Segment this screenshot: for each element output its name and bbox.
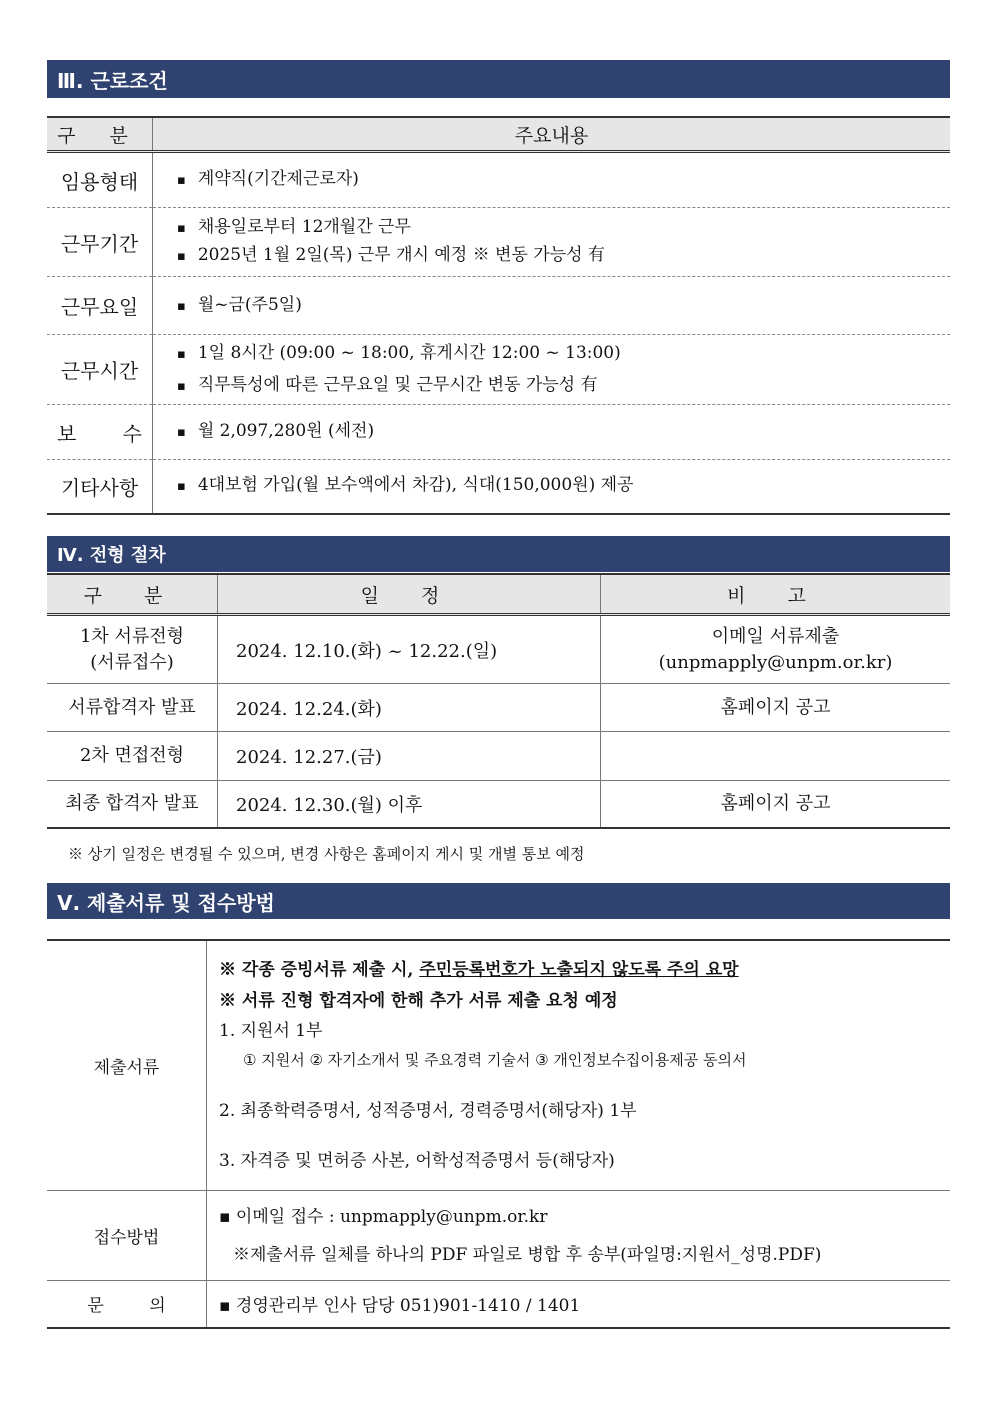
table-row	[47, 615, 950, 684]
row-label: 근무요일	[47, 277, 153, 335]
schedule-cell: 2024. 12.30.(월) 이후	[218, 781, 601, 828]
row-label: 기타사항	[47, 460, 153, 514]
doc-item: 2. 최종학력증명서, 성적증명서, 경력증명서(해당자) 1부	[219, 1101, 637, 1122]
row-label: 보 수	[47, 405, 153, 460]
schedule-cell: 2024. 12.27.(금)	[218, 732, 601, 781]
header-schedule: 일 정	[218, 574, 601, 615]
note-cell: 홈페이지 공고	[601, 684, 951, 732]
bullet-item: ▪ 직무특성에 따른 근무요일 및 근무시간 변동 가능성 有	[177, 370, 950, 402]
bullet-item: ▪ 2025년 1월 2일(목) 근무 개시 예정 ※ 변동 가능성 有	[177, 242, 950, 270]
section5-title: Ⅴ. 제출서류 및 접수방법	[47, 883, 950, 919]
row-label: 근무시간	[47, 335, 153, 405]
method-line: ▪ 이메일 접수 : unpmapply@unpm.or.kr	[219, 1207, 548, 1227]
documents-table	[47, 939, 950, 1329]
stage-name: 1차 서류전형	[79, 625, 185, 647]
row-label: 문 의	[47, 1280, 207, 1328]
row-content	[153, 208, 951, 277]
doc-item: 3. 자격증 및 면허증 사본, 어학성적증명서 등(해당자)	[219, 1151, 615, 1172]
stage-cell: 최종 합격자 발표	[65, 792, 199, 814]
row-content	[207, 940, 951, 1190]
table-row	[47, 781, 950, 828]
bullet-item: ▪ 월 2,097,280원 (세전)	[177, 416, 950, 448]
note-cell	[601, 615, 951, 684]
row-content	[207, 1190, 951, 1280]
table-row	[47, 277, 950, 335]
header-category: 구 분	[47, 117, 153, 152]
bullet-item: ▪ 4대보험 가입(월 보수액에서 차감), 식대(150,000원) 제공	[177, 470, 950, 502]
warning-line: ※ 서류 진형 합격자에 한해 추가 서류 제출 요청 예정	[219, 991, 618, 1012]
stage-cell: 서류합격자 발표	[47, 684, 218, 732]
contact-line: ▪ 경영관리부 인사 담당 051)901-1410 / 1401	[219, 1296, 581, 1317]
bullet-item: ▪ 월~금(주5일)	[177, 290, 950, 322]
table-row	[47, 1280, 950, 1328]
row-content	[153, 152, 951, 208]
method-note: ※제출서류 일체를 하나의 PDF 파일로 병합 후 송부(파일명:지원서_성명.PDF)	[233, 1245, 822, 1265]
table-row	[47, 684, 950, 732]
doc-subitem: ① 지원서 ② 자기소개서 및 주요경력 기술서 ③ 개인정보수집이용제공 동의서	[243, 1051, 747, 1070]
table-row	[47, 940, 950, 1190]
doc-item: 1. 지원서 1부	[219, 1021, 323, 1042]
table-row	[47, 460, 950, 514]
selection-process-table	[47, 573, 950, 829]
header-note: 비 고	[601, 574, 951, 615]
row-label: 근무기간	[47, 208, 153, 277]
table-header	[47, 117, 950, 152]
bullet-item: ▪ 1일 8시간 (09:00 ~ 18:00, 휴게시간 12:00 ~ 13:00)	[177, 338, 950, 370]
table-header	[47, 574, 950, 615]
table-row	[47, 405, 950, 460]
section4-title: Ⅳ. 전형 절차	[47, 536, 950, 572]
row-content	[153, 277, 951, 335]
row-label: 임용형태	[47, 152, 153, 208]
section3-title: Ⅲ. 근로조건	[47, 60, 950, 98]
row-label: 접수방법	[47, 1190, 207, 1280]
table-row	[47, 208, 950, 277]
work-conditions-table	[47, 116, 950, 515]
table-row	[47, 152, 950, 208]
row-content	[153, 460, 951, 514]
table-row	[47, 1190, 950, 1280]
bullet-item: ▪ 채용일로부터 12개월간 근무	[177, 214, 950, 242]
note-email: (unpmapply@unpm.or.kr)	[658, 651, 893, 673]
schedule-cell: 2024. 12.10.(화) ~ 12.22.(일)	[218, 615, 601, 684]
bullet-item: ▪ 계약직(기간제근로자)	[177, 164, 950, 196]
note-cell	[601, 732, 951, 781]
stage-subname: (서류접수)	[90, 651, 174, 673]
header-content: 주요내용	[153, 117, 951, 152]
schedule-cell: 2024. 12.24.(화)	[218, 684, 601, 732]
table-row	[47, 335, 950, 405]
warning-line: ※ 각종 증빙서류 제출 시, 주민등록번호가 노출되지 않도록 주의 요망	[219, 960, 739, 981]
note-text: 이메일 서류제출	[711, 625, 840, 647]
schedule-footnote: ※ 상기 일정은 변경될 수 있으며, 변경 사항은 홈페이지 게시 및 개별 통보 예정	[68, 845, 585, 863]
stage-cell	[47, 615, 218, 684]
row-content	[153, 335, 951, 405]
stage-cell: 2차 면접전형	[47, 732, 218, 781]
table-row	[47, 732, 950, 781]
header-stage: 구 분	[47, 574, 218, 615]
row-content	[153, 405, 951, 460]
row-label: 제출서류	[47, 940, 207, 1190]
note-cell: 홈페이지 공고	[601, 781, 951, 828]
